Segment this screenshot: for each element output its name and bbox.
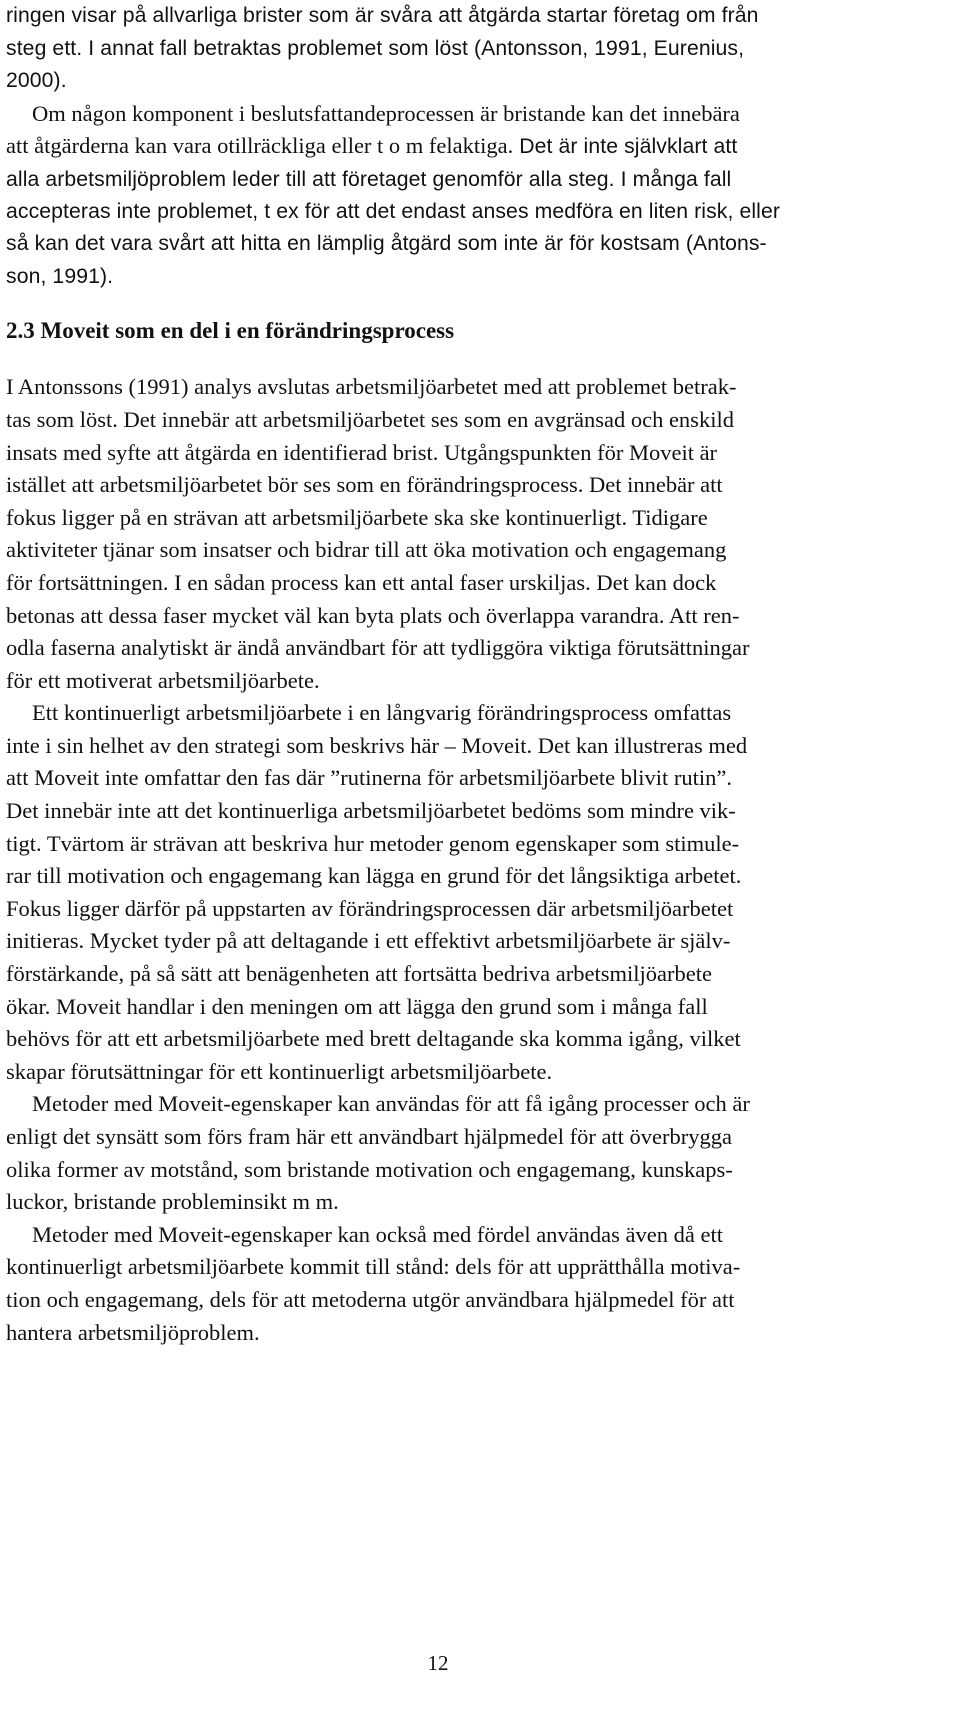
paragraph (6, 371, 956, 697)
text-line: för fortsättningen. I en sådan process kan ett antal faser urskiljas. Det kan dock (6, 569, 717, 595)
text-line: hantera arbetsmiljöproblem. (6, 1319, 260, 1345)
text-line: son, 1991). (6, 264, 114, 288)
intro-paragraph (6, 0, 956, 98)
text-line: Metoder med Moveit-egenskaper kan också med fördel användas även då ett (32, 1221, 723, 1247)
paragraph (6, 697, 956, 1088)
page-number: 12 (427, 1651, 449, 1675)
text-line: inte i sin helhet av den strategi som beskrivs här – Moveit. Det kan illustreras med (6, 732, 748, 758)
text-line: tas som löst. Det innebär att arbetsmiljöarbetet ses som en avgränsad och enskild (6, 406, 734, 432)
text-line: ökar. Moveit handlar i den meningen om att lägga den grund som i många fall (6, 993, 708, 1019)
text-line: initieras. Mycket tyder på att deltagande i ett effektivt arbetsmiljöarbete är själv- (6, 928, 731, 954)
text-run: Det är inte självklart att (513, 135, 738, 159)
text-line: behövs för att ett arbetsmiljöarbete med brett deltagande ska komma igång, vilket (6, 1026, 741, 1052)
text-line: I Antonssons (1991) analys avslutas arbetsmiljöarbetet med att problemet betrak- (6, 374, 737, 400)
text-line: 2000). (6, 69, 67, 93)
text-line: ringen visar på allvarliga brister som är svåra att åtgärda startar företag om från (6, 4, 759, 27)
text-line: fokus ligger på en strävan att arbetsmiljöarbete ska ske kontinuerligt. Tidigare (6, 504, 708, 530)
text-line: kontinuerligt arbetsmiljöarbete kommit till stånd: dels för att upprätthålla motiva- (6, 1254, 741, 1280)
text-line: odla faserna analytiskt är ändå användbart för att tydliggöra viktiga förutsättningar (6, 635, 750, 661)
paragraph (6, 98, 956, 294)
text-line (6, 130, 956, 163)
paragraph (6, 1088, 956, 1218)
text-line: steg ett. I annat fall betraktas problemet som löst (Antonsson, 1991, Eurenius, (6, 36, 745, 60)
text-line: skapar förutsättningar för ett kontinuerligt arbetsmiljöarbete. (6, 1058, 553, 1084)
text-line: Ett kontinuerligt arbetsmiljöarbete i en långvarig förändringsprocess omfattas (32, 700, 732, 726)
text-line: Det innebär inte att det kontinuerliga arbetsmiljöarbetet bedöms som mindre vik- (6, 798, 736, 824)
text-line: rar till motivation och engagemang kan lägga en grund för det långsiktiga arbetet. (6, 863, 742, 889)
text-line: luckor, bristande probleminsikt m m. (6, 1189, 339, 1215)
text-line: Fokus ligger därför på uppstarten av förändringsprocessen där arbetsmiljöarbetet (6, 895, 734, 921)
text-line: betonas att dessa faser mycket väl kan byta plats och överlappa varandra. Att ren- (6, 602, 740, 628)
section-heading: 2.3 Moveit som en del i en förändringsprocess (6, 318, 455, 344)
text-line (6, 163, 956, 196)
text-line: enligt det synsätt som förs fram här ett användbart hjälpmedel för att överbrygga (6, 1124, 733, 1149)
text-run: I många fall (614, 167, 732, 191)
text-line: för ett motiverat arbetsmiljöarbete. (6, 667, 320, 693)
text-line: insats med syfte att åtgärda en identifierad brist. Utgångspunkten för Moveit är (6, 439, 718, 465)
text-line: accepteras inte problemet, t ex för att det endast anses medföra en liten risk, eller (6, 199, 781, 223)
text-line: tigt. Tvärtom är strävan att beskriva hur metoder genom egenskaper som stimule- (6, 830, 740, 856)
text-line: tion och engagemang, dels för att metoderna utgör användbara hjälpmedel för att (6, 1286, 735, 1312)
text-line: så kan det vara svårt att hitta en lämplig åtgärd som inte är för kostsam (Antons- (6, 232, 767, 256)
paragraph (6, 1219, 956, 1349)
text-line: olika former av motstånd, som bristande motivation och engagemang, kunskaps- (6, 1156, 733, 1182)
document-page (6, 0, 956, 1349)
text-line: att Moveit inte omfattar den fas där ”rutinerna för arbetsmiljöarbete blivit rutin”. (6, 765, 732, 791)
text-run: att åtgärderna kan vara otillräckliga eller t o m felaktiga. (6, 133, 514, 159)
text-line: Om någon komponent i beslutsfattandeprocessen är bristande kan det innebära (32, 100, 740, 126)
text-line: istället att arbetsmiljöarbetet bör ses som en förändringsprocess. Det innebär att (6, 472, 723, 498)
text-line: förstärkande, på så sätt att benägenheten att fortsätta bedriva arbetsmiljöarbete (6, 961, 712, 987)
text-line: aktiviteter tjänar som insatser och bidrar till att öka motivation och engagemang (6, 537, 727, 563)
text-line: Metoder med Moveit-egenskaper kan användas för att få igång processer och är (32, 1091, 750, 1117)
text-run: alla arbetsmiljöproblem leder till att företaget genomför alla steg. (6, 167, 615, 191)
